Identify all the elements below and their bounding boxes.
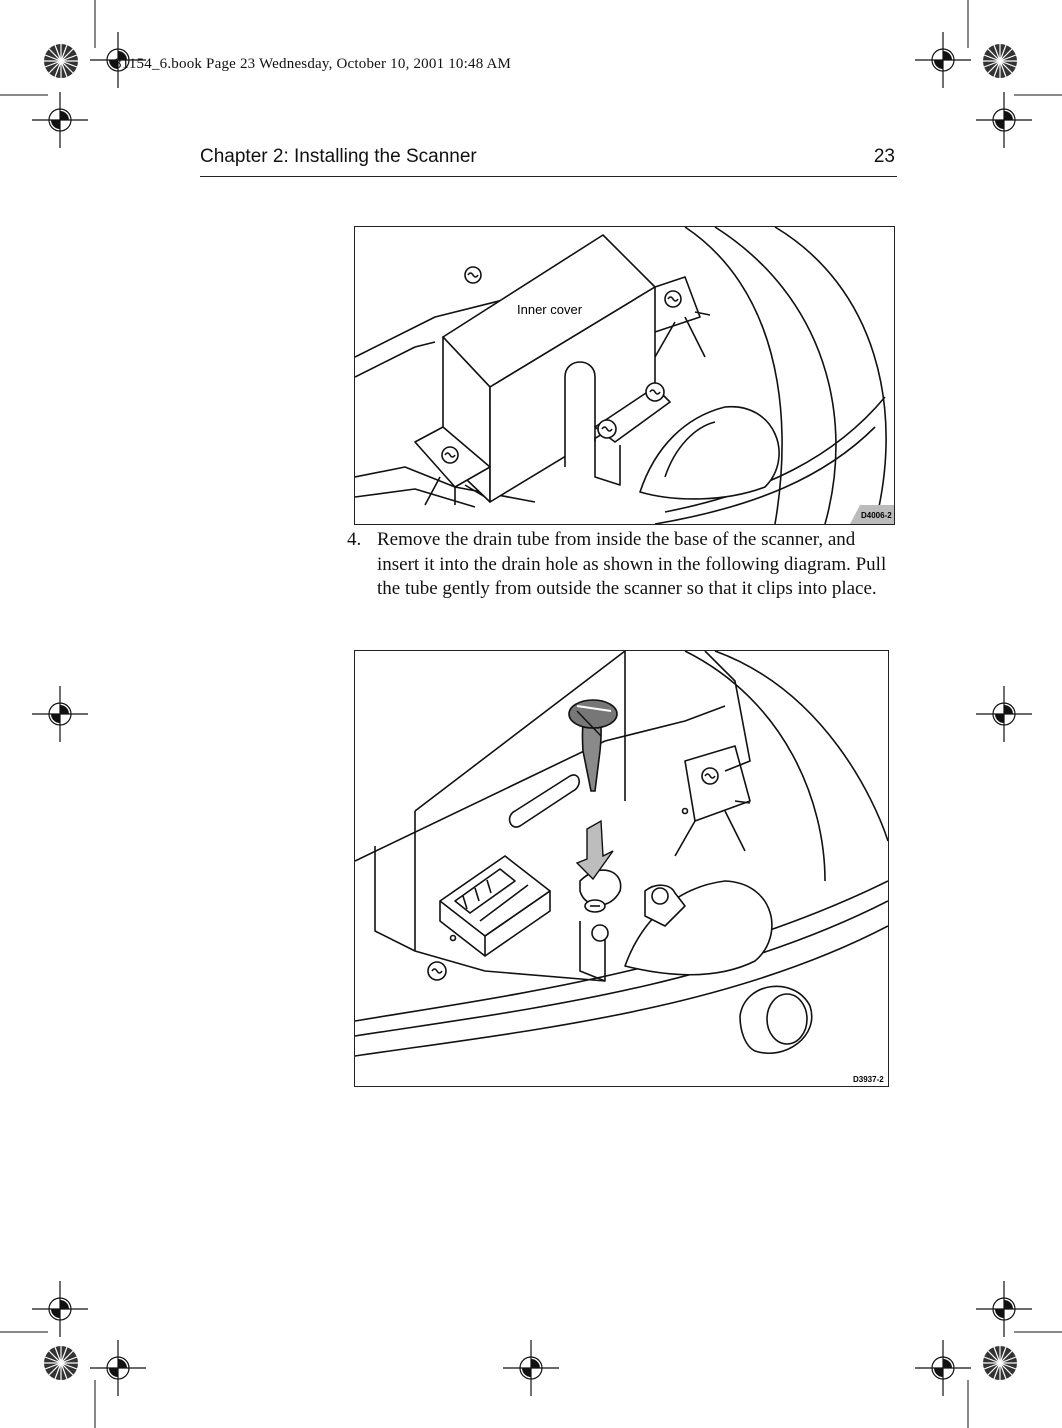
crosshair-target-icon <box>30 1279 90 1339</box>
crosshair-target-icon <box>88 1338 148 1398</box>
step-text: Remove the drain tube from inside the base of the scanner, and insert it into the drain hole as shown in the following diagram. Pull the tube gently from outside the scanner so that it clips into place. <box>377 529 887 599</box>
print-slug: 81154_6.book Page 23 Wednesday, October 10, 2001 10:48 AM <box>114 56 512 72</box>
star-target-icon <box>982 1345 1018 1381</box>
crosshair-target-icon <box>501 1338 561 1398</box>
crosshair-target-icon <box>974 90 1034 150</box>
crosshair-target-icon <box>30 90 90 150</box>
figure-drain-tube <box>354 650 889 1087</box>
figure-inner-cover <box>354 226 895 525</box>
chapter-title: Chapter 2: Installing the Scanner <box>200 146 477 167</box>
step-number: 4. <box>347 529 362 550</box>
page-number: 23 <box>873 146 895 167</box>
step-4 <box>347 528 887 602</box>
inner-cover-callout: Inner cover <box>517 302 583 317</box>
star-target-icon <box>43 43 79 79</box>
drain-tube-icon <box>569 700 617 791</box>
crosshair-target-icon <box>974 1279 1034 1339</box>
star-target-icon <box>982 43 1018 79</box>
crosshair-target-icon <box>30 684 90 744</box>
figure1-code: D4006-2 <box>861 511 892 520</box>
inner-cover-illustration <box>355 227 894 524</box>
crosshair-target-icon <box>974 684 1034 744</box>
figure2-code: D3937-2 <box>853 1075 884 1084</box>
drain-tube-illustration <box>355 651 888 1086</box>
star-target-icon <box>43 1345 79 1381</box>
crosshair-target-icon <box>913 30 973 90</box>
crosshair-target-icon <box>913 1338 973 1398</box>
running-header <box>200 146 897 177</box>
